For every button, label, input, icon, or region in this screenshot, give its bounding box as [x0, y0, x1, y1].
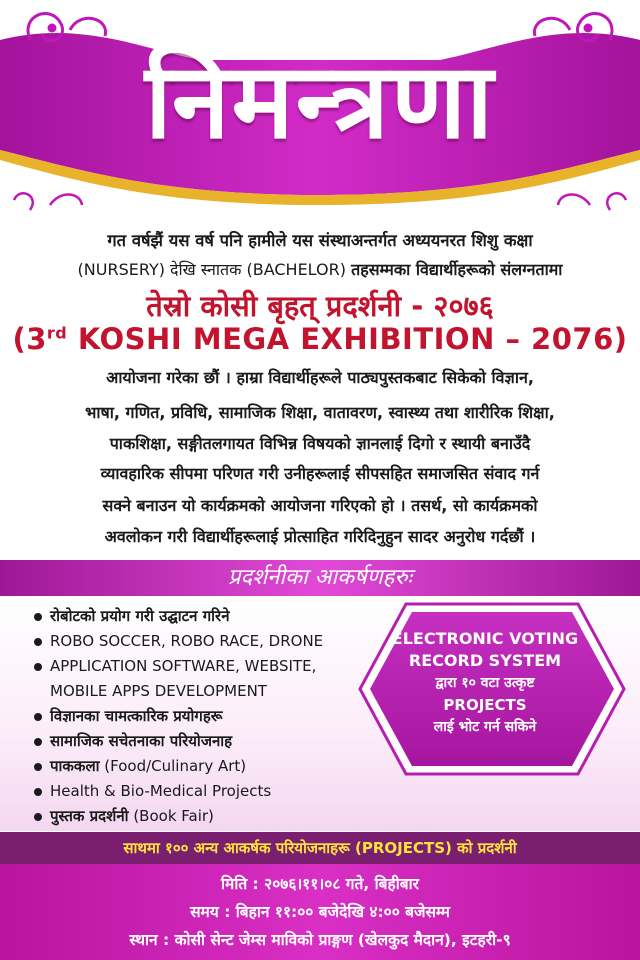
item-nepali: पाककला	[50, 757, 100, 775]
body-line-3: पाकशिक्षा, सङ्गीतलगायत विभिन्न विषयको ज्ञानलाई दिगो र स्थायी बनाउँदै	[109, 434, 531, 453]
item-english: MOBILE APPS DEVELOPMENT	[50, 682, 267, 700]
item-english: ROBO SOCCER, ROBO RACE, DRONE	[50, 632, 324, 650]
list-item	[34, 604, 364, 629]
item-nepali: सामाजिक सचेतनाका परियोजनाह	[50, 732, 233, 750]
event-place: स्थान : कोसी सेन्ट जेम्स माविको प्राङ्गण (खेलकुद मैदान), इटहरी-९	[129, 931, 511, 949]
body-line-5: सक्ने बनाउन यो कार्यक्रमको आयोजना गरिएको हो । तसर्थ, सो कार्यक्रमको	[102, 496, 538, 515]
body-line-1: आयोजना गरेका छौं । हाम्रा विद्यार्थीहरूले पाठ्यपुस्तकबाट सिकेको विज्ञान,	[106, 368, 534, 387]
exhibition-title-english	[0, 322, 640, 356]
bullet-icon	[34, 663, 42, 671]
list-item	[34, 704, 364, 729]
event-time: समय : बिहान ११:०० बजेदेखि ४:०० बजेसम्म	[190, 903, 450, 921]
intro-line-1: गत वर्षझैं यस वर्ष पनि हामीले यस संस्थाअन्तर्गत अध्ययनरत शिशु कक्षा	[107, 231, 533, 250]
voting-line-3: द्वारा १० वटा उत्कृष्ट	[435, 675, 535, 691]
bullet-icon	[34, 813, 42, 821]
voting-line-5: लाई भोट गर्न सकिने	[433, 719, 537, 735]
list-item	[34, 804, 364, 829]
item-english: APPLICATION SOFTWARE, WEBSITE,	[50, 657, 317, 675]
item-english: (Book Fair)	[128, 807, 214, 825]
body-line-6: अवलोकन गरी विद्यार्थीहरूलाई प्रोत्साहित गरिदिनुहुन सादर अनुरोध गर्दछौं ।	[104, 527, 536, 546]
bullet-icon	[34, 763, 42, 771]
list-item	[34, 729, 364, 754]
intro-line-2-part-2: तहसम्मका विद्यार्थीहरूको संलग्नतामा	[351, 260, 563, 279]
attractions-list	[34, 604, 364, 829]
item-nepali: पुस्तक प्रदर्शनी	[50, 807, 129, 825]
item-english: Health & Bio-Medical Projects	[50, 782, 272, 800]
bullet-icon	[34, 613, 42, 621]
exhibition-title-rest: KOSHI MEGA EXHIBITION – 2076)	[67, 322, 628, 356]
bullet-icon	[34, 738, 42, 746]
list-item	[34, 779, 364, 804]
bullet-icon	[34, 713, 42, 721]
voting-line-2: RECORD SYSTEM	[408, 651, 562, 670]
list-item	[34, 629, 364, 654]
bullet-icon	[34, 788, 42, 796]
page-title: निमन्त्रणा	[144, 40, 496, 162]
exhibition-title-nepali: तेस्रो कोसी बृहत् प्रदर्शनी - २०७६	[146, 289, 494, 323]
item-english: (Food/Culinary Art)	[99, 757, 247, 775]
header-banner	[0, 0, 640, 215]
voting-text	[362, 628, 608, 738]
event-date: मिति : २०७६।११।०८ गते, बिहीबार	[221, 875, 419, 893]
intro-line-2	[20, 258, 620, 280]
item-nepali: विज्ञानका चामत्कारिक प्रयोगहरू	[50, 707, 223, 725]
list-item-continuation	[34, 679, 364, 704]
item-nepali: रोबोटको प्रयोग गरी उद्घाटन गरिने	[50, 607, 230, 625]
attractions-title: प्रदर्शनीका आकर्षणहरुः	[228, 565, 412, 590]
intro-line-2-part-1: (NURSERY) देखि स्नातक (BACHELOR)	[77, 260, 346, 279]
body-line-2: भाषा, गणित, प्रविधि, सामाजिक शिक्षा, वातावरण, स्वास्थ्य तथा शारीरिक शिक्षा,	[85, 403, 555, 422]
list-item	[34, 754, 364, 779]
extra-projects-text: साथमा १०० अन्य आकर्षक परियोजनाहरू (PROJECTS) को प्रदर्शनी	[123, 839, 517, 857]
voting-line-4: PROJECTS	[443, 696, 527, 714]
exhibition-title-ordinal: rd	[46, 323, 68, 343]
list-item	[34, 654, 364, 679]
exhibition-title-prefix: (3	[12, 322, 47, 356]
voting-line-1: ELECTRONIC VOTING	[391, 629, 579, 648]
body-line-4: व्यावहारिक सीपमा परिणत गरी उनीहरूलाई सीपसहित समाजसित संवाद गर्न	[100, 464, 540, 483]
bullet-icon	[34, 638, 42, 646]
